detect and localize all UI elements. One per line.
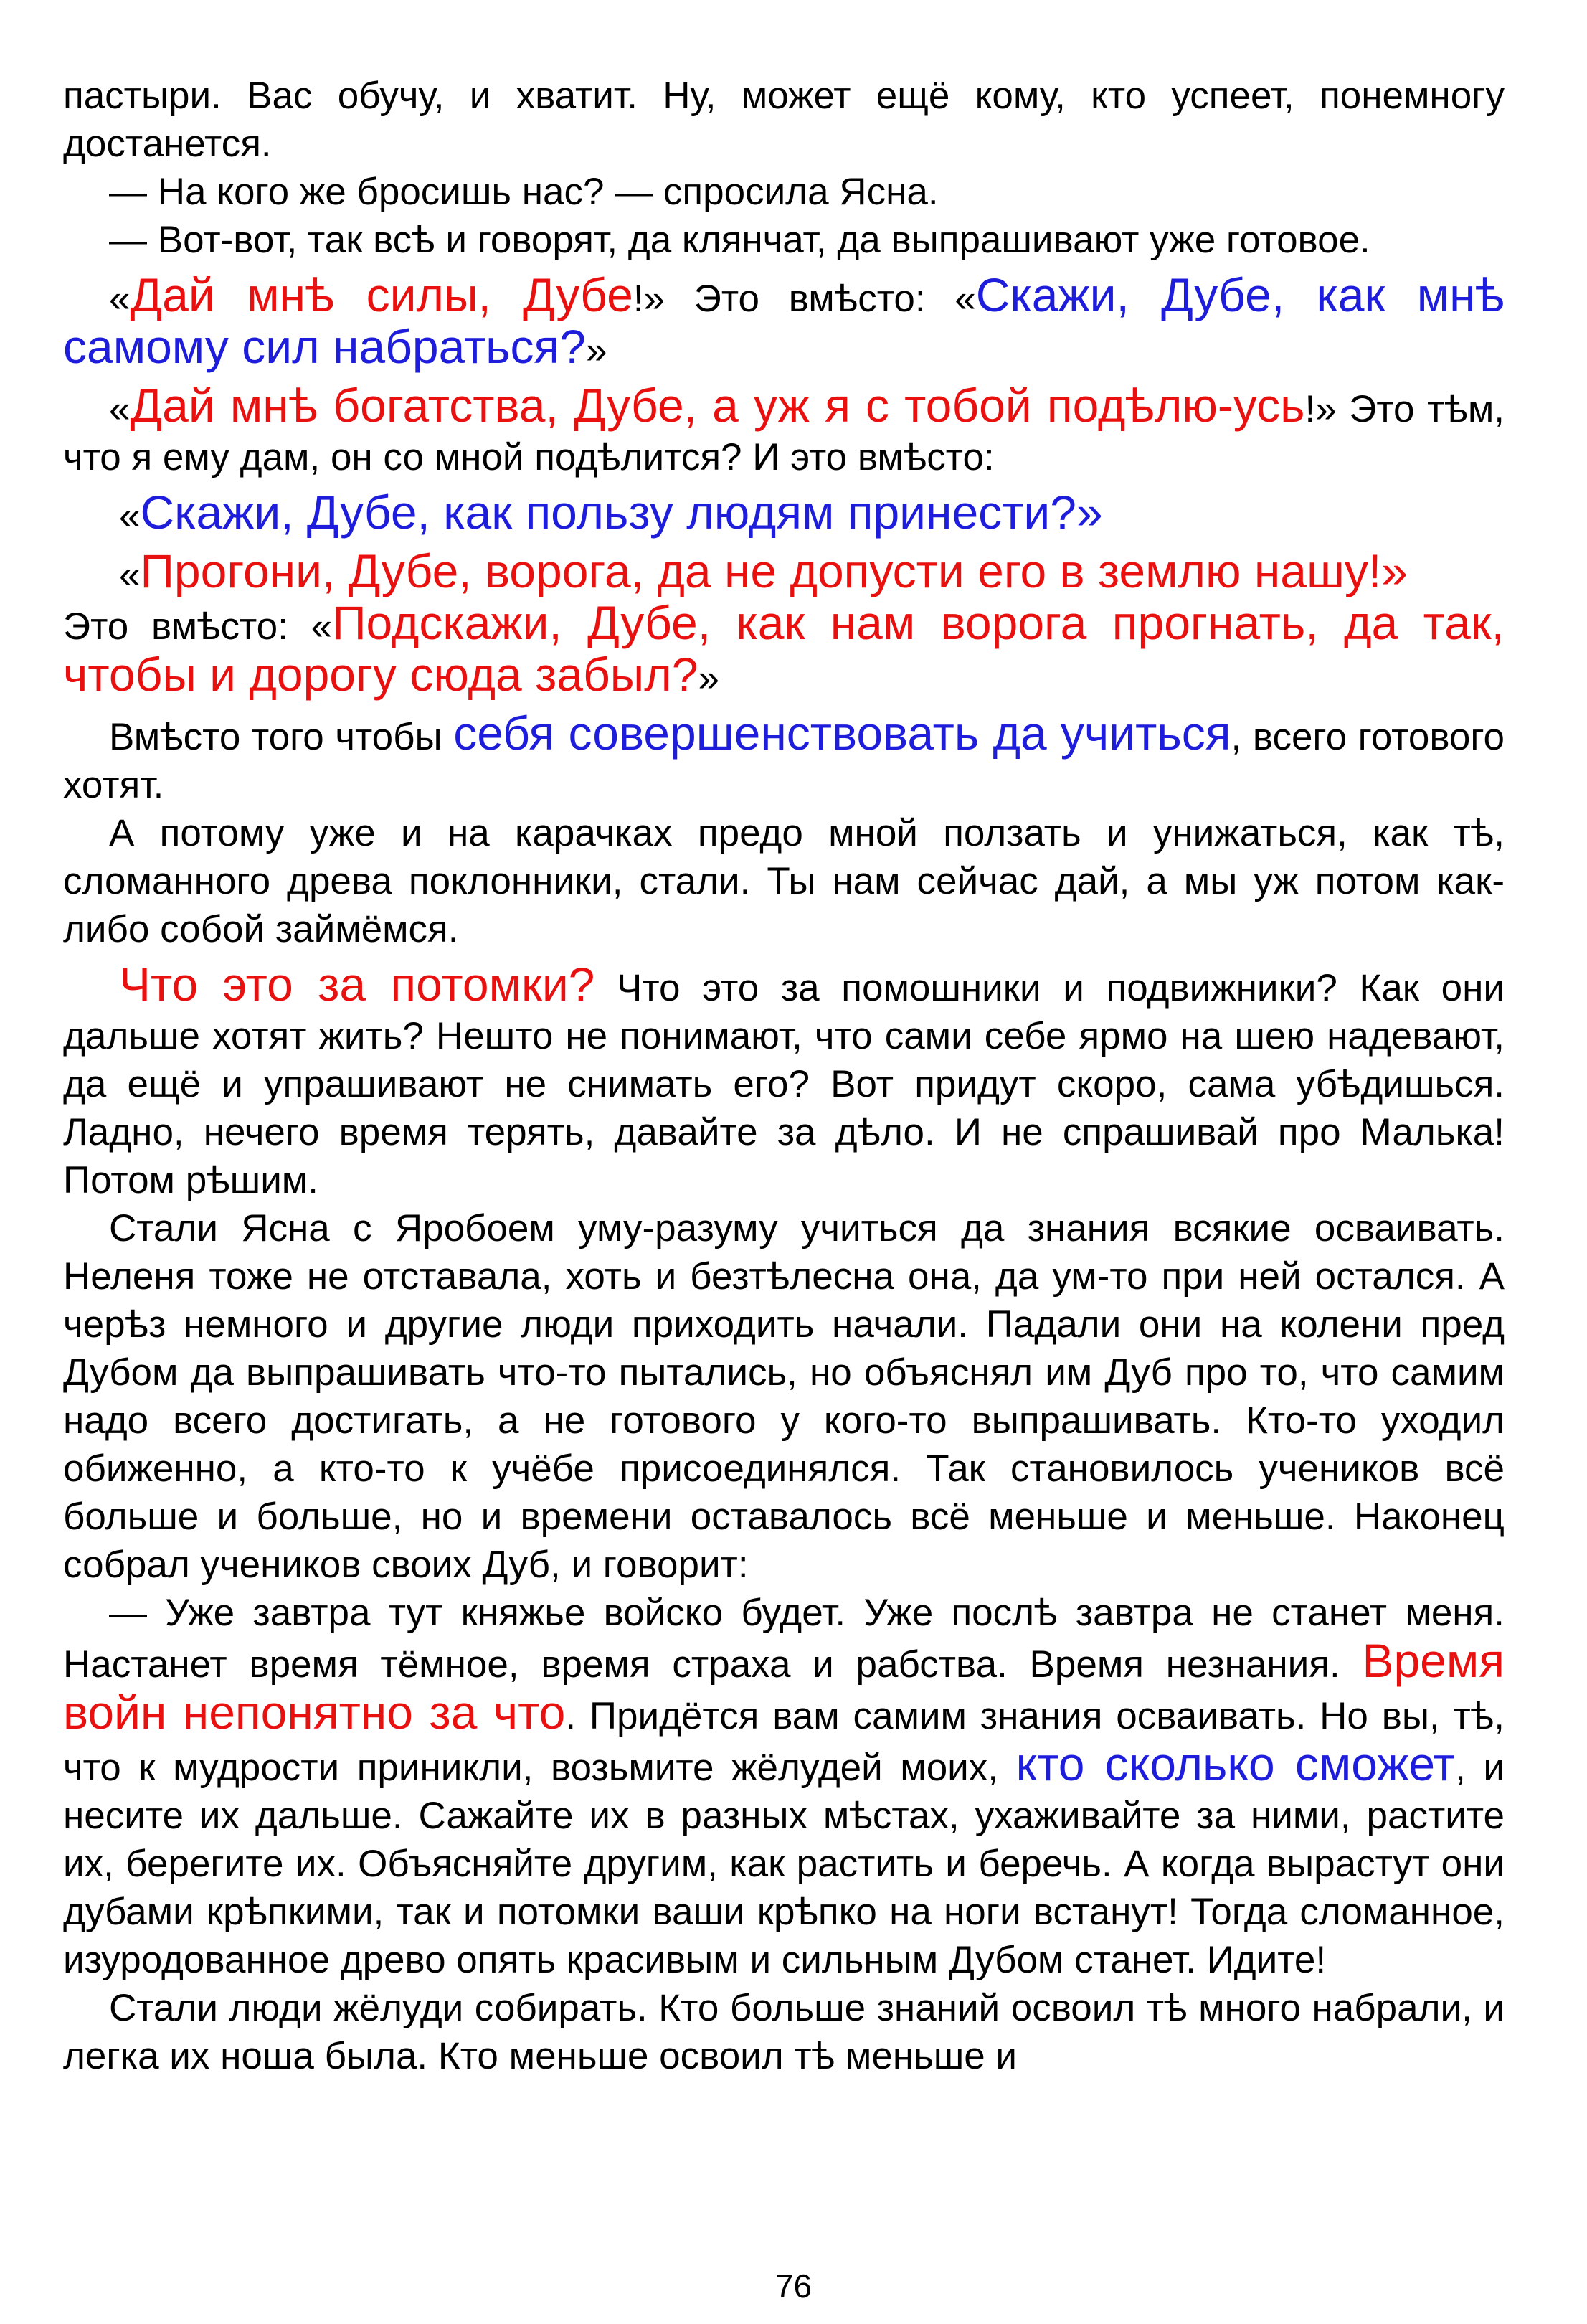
paragraph-9 bbox=[63, 709, 1505, 809]
paragraph-8 bbox=[63, 596, 1505, 702]
blue-phrase: Скажи, Дубе, как мнѣ самому сил набраться? bbox=[63, 268, 1505, 373]
text-fragment: Это вмѣсто: « bbox=[63, 605, 333, 648]
paragraph-11 bbox=[63, 960, 1505, 1204]
paragraph-10: А потому уже и на карачках предо мной ползать и унижаться, как тѣ, сломанного древа поклонники, стали. Ты нам сейчас дай, а мы уж потом как-либо собой займёмся. bbox=[63, 812, 1505, 950]
paragraph-7 bbox=[63, 544, 1505, 599]
quote-mark: « bbox=[119, 554, 141, 596]
red-phrase: Время войн непонятно за что bbox=[63, 1634, 1505, 1739]
text-fragment: Вмѣсто того чтобы bbox=[109, 716, 454, 758]
paragraph-2: — На кого же бросишь нас? — спросила Ясна. bbox=[109, 171, 939, 213]
text-fragment: . Придётся вам самим знания осваивать. Но вы, тѣ, что к мудрости приникли, возьмите жёлудей моих, bbox=[63, 1695, 1505, 1789]
blue-phrase: Скажи, Дубе, как пользу людям принести?» bbox=[140, 486, 1103, 539]
text-fragment: Что это за помошники и подвижники? Как они дальше хотят жить? Нешто не понимают, что сами себе ярмо на шею надевают, да ещё и упрашивают не снимать его? Вот придут скоро, сама убѣдишься. Ладно, нечего время терять, давайте за дѣло. И не спрашивай про Малька! Потом рѣшим. bbox=[63, 967, 1505, 1201]
text-fragment: !» Это тѣм, что я ему дам, он со мной подѣлится? И это вмѣсто: bbox=[63, 388, 1505, 478]
paragraph-14: Стали люди жёлуди собирать. Кто больше знаний освоил тѣ много набрали, и легка их ноша была. Кто меньше освоил тѣ меньше и bbox=[63, 1987, 1505, 2077]
paragraph-6 bbox=[63, 488, 1505, 540]
quote-mark: « bbox=[109, 388, 131, 430]
red-phrase: Дай мнѣ богатства, Дубе, а уж я с тобой подѣлю-усь bbox=[130, 379, 1305, 432]
paragraph-3: — Вот-вот, так всѣ и говорят, да клянчат, да выпрашивают уже готовое. bbox=[109, 219, 1370, 261]
red-phrase: Что это за потомки? bbox=[119, 958, 595, 1011]
quote-mark: « bbox=[109, 278, 131, 320]
paragraph-5 bbox=[63, 379, 1505, 481]
red-phrase: Прогони, Дубе, ворога, да не допусти его в землю нашу!» bbox=[140, 544, 1408, 597]
page-number: 76 bbox=[774, 2267, 813, 2305]
red-phrase: Дай мнѣ силы, Дубе bbox=[130, 268, 633, 321]
quote-mark: » bbox=[585, 329, 607, 372]
paragraph-4 bbox=[63, 268, 1505, 374]
text-fragment: , всего готового хотят. bbox=[63, 716, 1505, 806]
text-fragment: , и несите их дальше. Сажайте их в разных мѣстах, ухаживайте за ними, растите их, берегите их. Объясняйте другим, как растить и беречь. А когда вырастут они дубами крѣпкими, так и потомки ваши крѣпко на ноги встанут! Тогда сломанное, изуродованное древо опять красивым и сильным Дубом станет. Идите! bbox=[63, 1747, 1505, 1981]
paragraph-13 bbox=[63, 1589, 1505, 1984]
text-fragment: — Уже завтра тут княжье войско будет. Уже послѣ завтра не станет меня. Настанет время тёмное, время страха и рабства. Время незнания. bbox=[63, 1592, 1505, 1686]
blue-phrase: кто сколько сможет bbox=[1015, 1737, 1456, 1790]
red-phrase: Подскажи, Дубе, как нам ворога прогнать, да так, чтобы и дорогу сюда забыл? bbox=[63, 596, 1505, 701]
paragraph-1: пастыри. Вас обучу, и хватит. Ну, может ещё кому, кто успеет, понемногу достанется. bbox=[63, 75, 1505, 165]
text-fragment: !» Это вмѣсто: « bbox=[633, 278, 976, 320]
quote-mark: « bbox=[119, 495, 141, 537]
paragraph-12: Стали Ясна с Яробоем уму-разуму учиться да знания всякие осваивать. Неленя тоже не отставала, хоть и безтѣлесна она, да ум-то при ней остался. А черѣз немного и другие люди приходить начали. Падали они на колени пред Дубом да выпрашивать что-то пытались, но объяснял им Дуб про то, что самим надо всего достигать, а не готового у кого-то выпрашивать. Кто-то уходил обиженно, а кто-то к учёбе присоединялся. Так становилось учеников всё больше и больше, но и времени оставалось всё меньше и меньше. Наконец собрал учеников своих Дуб, и говорит: bbox=[63, 1207, 1505, 1586]
page-body bbox=[63, 72, 1505, 2080]
quote-mark: » bbox=[698, 657, 719, 699]
blue-phrase: себя совершенствовать да учиться bbox=[453, 707, 1231, 760]
